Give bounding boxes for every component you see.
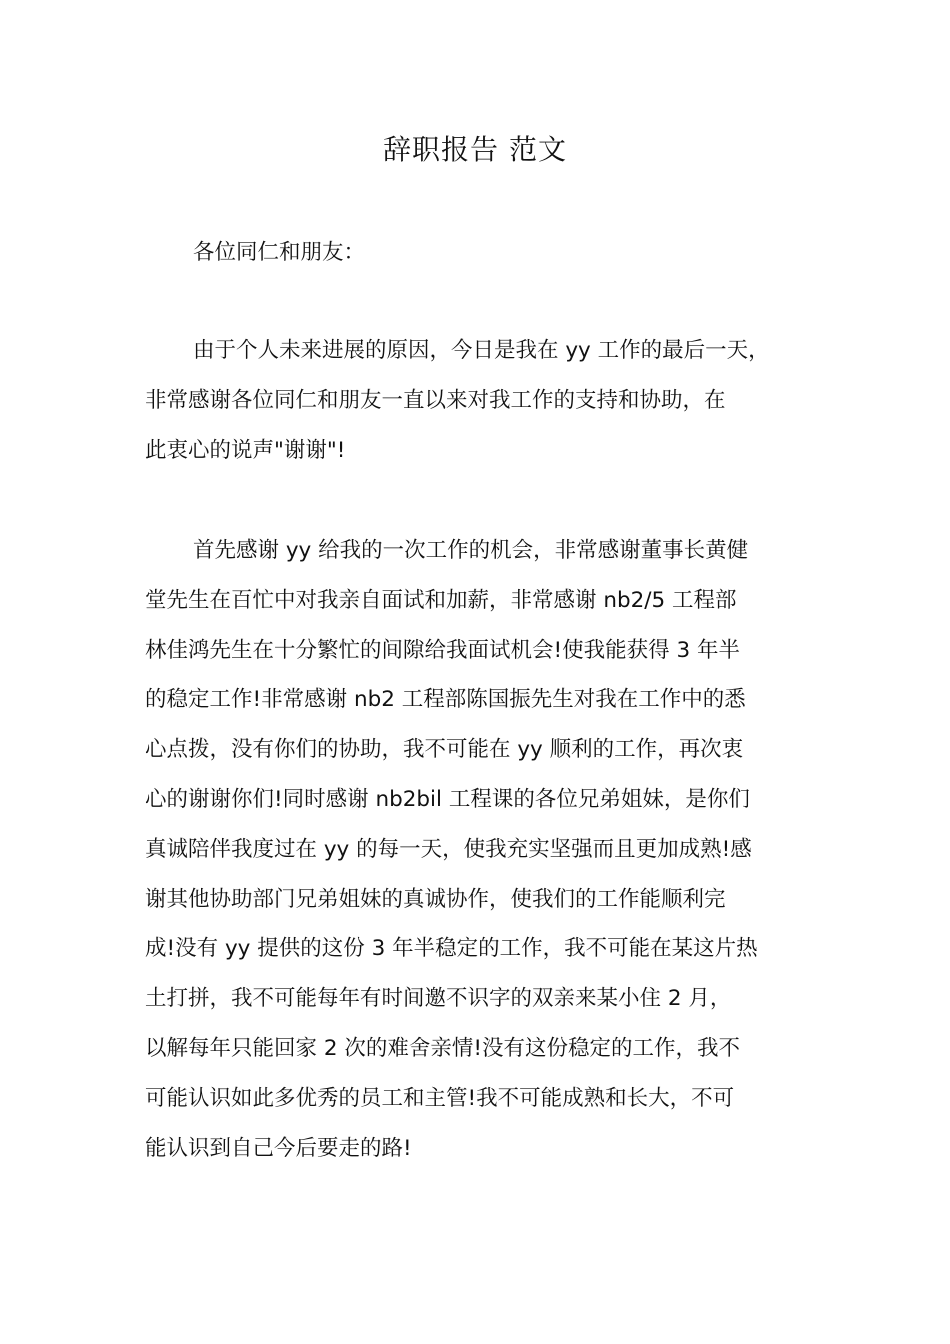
paragraph-2-line: 的稳定工作!非常感谢 nb2 工程部陈国振先生对我在工作中的悉 <box>145 687 746 713</box>
paragraph-2-line: 可能认识如此多优秀的员工和主管!我不可能成熟和长大，不可 <box>145 1085 735 1111</box>
paragraph-2-line: 谢其他协助部门兄弟姐妹的真诚协作，使我们的工作能顺利完 <box>145 886 726 912</box>
paragraph-2-line: 成!没有 yy 提供的这份 3 年半稳定的工作，我不可能在某这片热 <box>145 936 758 962</box>
salutation: 各位同仁和朋友： <box>193 240 366 265</box>
paragraph-2-line: 堂先生在百忙中对我亲自面试和加薪，非常感谢 nb2/5 工程部 <box>145 587 737 613</box>
paragraph-1-line: 此衷心的说声"谢谢"! <box>145 437 346 463</box>
paragraph-1-line: 由于个人未来进展的原因，今日是我在 yy 工作的最后一天， <box>193 338 770 363</box>
paragraph-2-line: 以解每年只能回家 2 次的难舍亲情!没有这份稳定的工作，我不 <box>145 1035 740 1061</box>
paragraph-2-line: 真诚陪伴我度过在 yy 的每一天，使我充实坚强而且更加成熟!感 <box>145 836 752 862</box>
paragraph-2-line: 林佳鸿先生在十分繁忙的间隙给我面试机会!使我能获得 3 年半 <box>145 637 740 663</box>
document-title: 辞职报告 范文 <box>383 133 567 166</box>
paragraph-2-line: 首先感谢 yy 给我的一次工作的机会，非常感谢董事长黄健 <box>193 538 749 563</box>
paragraph-2-line: 土打拼，我不可能每年有时间邀不识字的双亲来某小住 2 月， <box>145 986 732 1012</box>
paragraph-2 <box>145 526 825 1173</box>
paragraph-1-line: 非常感谢各位同仁和朋友一直以来对我工作的支持和协助，在 <box>145 387 726 413</box>
paragraph-1 <box>145 326 825 475</box>
paragraph-2-line: 心的谢谢你们!同时感谢 nb2bil 工程课的各位兄弟姐妹，是你们 <box>145 786 750 812</box>
paragraph-2-line: 能认识到自己今后要走的路! <box>145 1135 412 1161</box>
paragraph-2-line: 心点拨，没有你们的协助，我不可能在 yy 顺利的工作，再次衷 <box>145 737 744 763</box>
